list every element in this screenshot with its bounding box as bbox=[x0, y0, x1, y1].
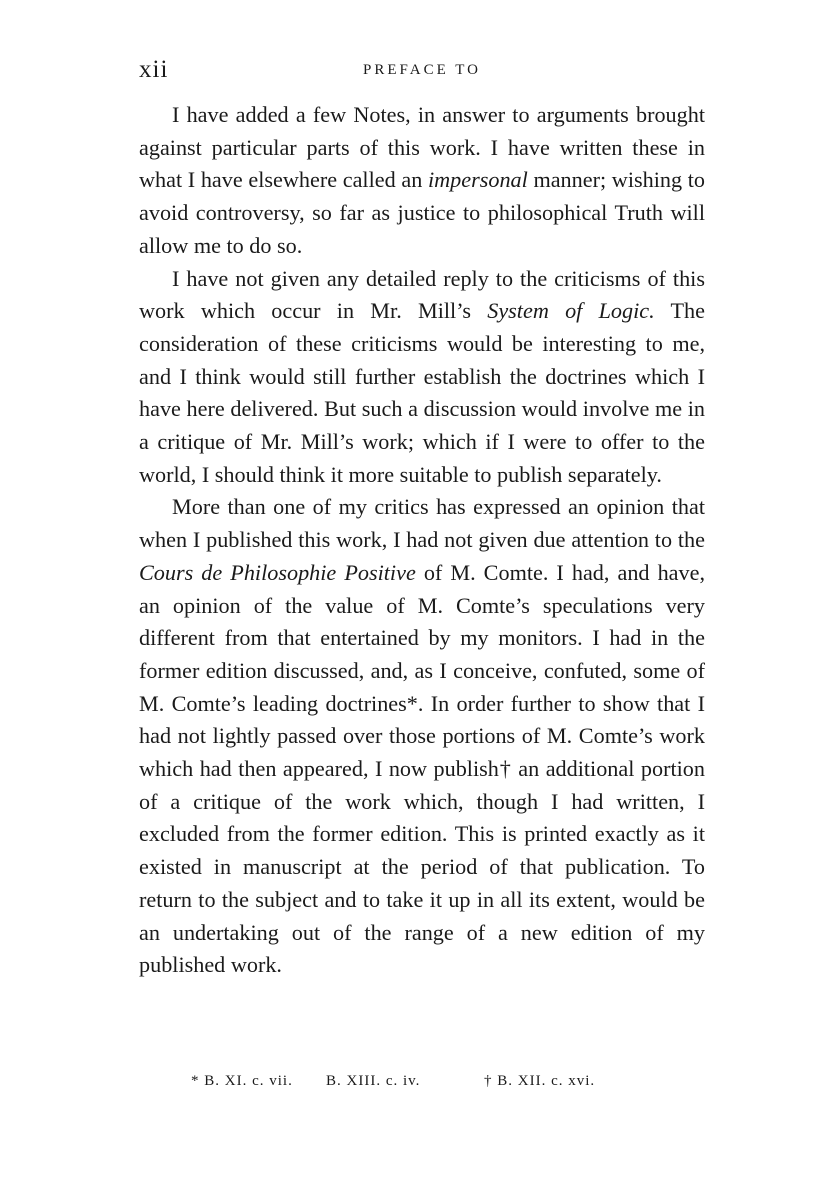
paragraph-comte-text-1: More than one of my critics has expressed an opinion that when I published this work, I had not given due attention to the bbox=[139, 494, 705, 553]
footnote-asterisk: * B. XI. c. vii. bbox=[191, 1073, 293, 1089]
paragraph-mill-text-1: I have not given any detailed reply to the criticisms of this work which occur in Mr. Mill’s bbox=[139, 265, 705, 324]
footnote-second: B. XIII. c. iv. bbox=[326, 1073, 421, 1089]
page-header bbox=[139, 56, 705, 92]
paragraph-mill-text-2: The consideration of these criticisms would be interesting to me, and I think would still further establish the doctrines which I have here delivered. But such a discussion would involve me in a critique of Mr. Mill’s work; which if I were to offer to the world, I should think it more suitable to publish separately. bbox=[139, 298, 706, 487]
italic-cours-de-philosophie: Cours de Philosophie Positive bbox=[139, 559, 416, 585]
italic-system-of-logic: System of Logic. bbox=[487, 298, 655, 324]
page-number: xii bbox=[139, 56, 169, 83]
paragraph-comte bbox=[139, 491, 705, 982]
running-head: PREFACE TO bbox=[363, 62, 481, 78]
paragraph-mill bbox=[139, 263, 705, 492]
footnotes bbox=[139, 1073, 705, 1097]
paragraph-notes bbox=[139, 99, 705, 263]
footnote-dagger: † B. XII. c. xvi. bbox=[484, 1073, 596, 1089]
paragraph-notes-text-1: I have added a few Notes, in answer to arguments brought against particular parts of this work. I have written these in what I have elsewhere called an bbox=[139, 102, 705, 193]
paragraph-notes-text-2: manner; wishing to avoid controversy, so far as justice to philosophical Truth will allow me to do so. bbox=[139, 167, 705, 258]
italic-impersonal: impersonal bbox=[427, 167, 528, 193]
body-text bbox=[139, 99, 705, 982]
paragraph-comte-text-2: of M. Comte. I had, and have, an opinion of the value of M. Comte’s speculations very different from that entertained by my monitors. I had in the former edition discussed, and, as I conceive, confuted, some of M. Comte’s leading doctrines*. In order further to show that I had not lightly passed over those portions of M. Comte’s work which had then appeared, I now publish† an additional portion of a critique of the work which, though I had written, I excluded from the former edition. This is printed exactly as it existed in manuscript at the period of that publication. To return to the subject and to take it up in all its extent, would be an undertaking out of the range of a new edition of my published work. bbox=[139, 559, 705, 978]
